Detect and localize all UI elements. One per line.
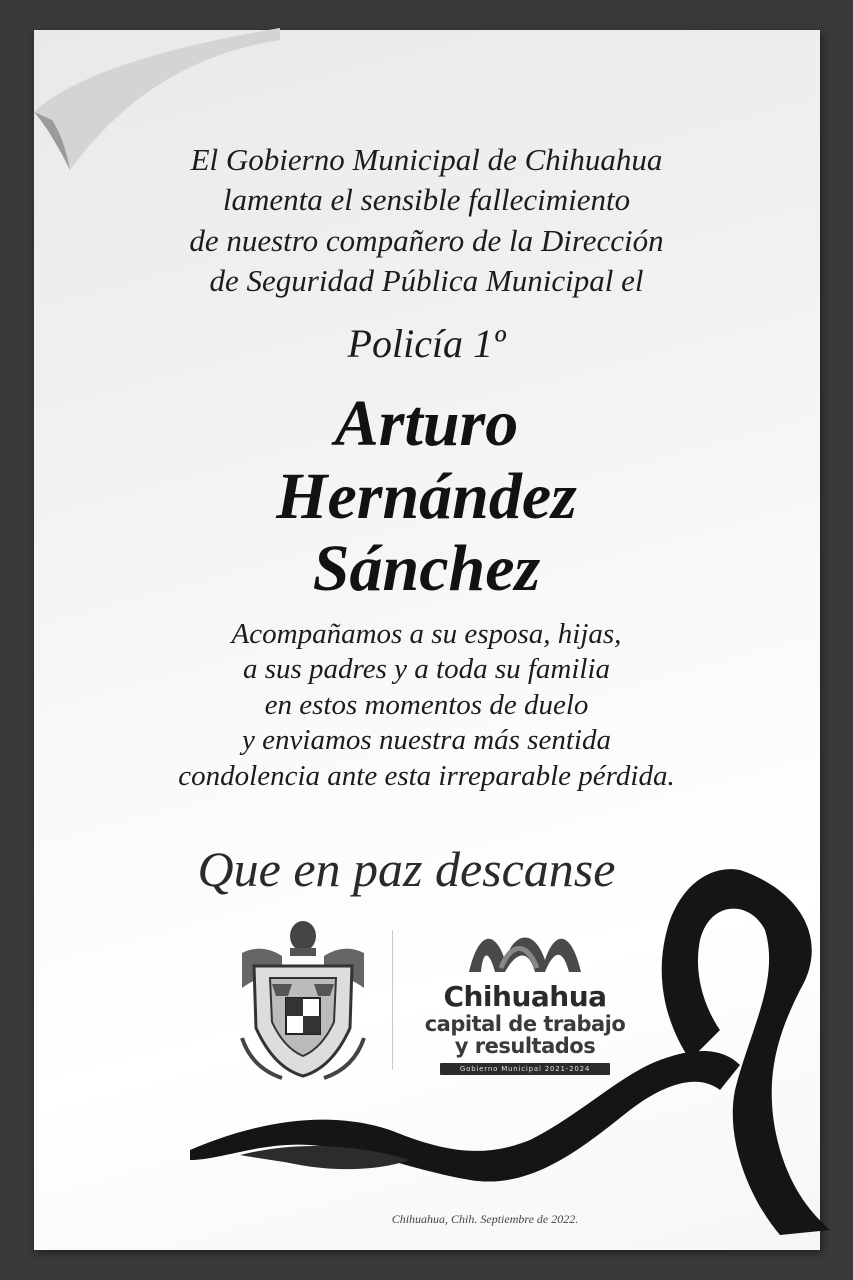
intro-line: El Gobierno Municipal de Chihuahua	[190, 142, 663, 177]
deceased-name	[0, 388, 853, 606]
message-line: a sus padres y a toda su familia	[242, 653, 611, 686]
chihuahua-brand-logo	[410, 920, 640, 1090]
brand-tagline-2: y resultados	[454, 1034, 596, 1059]
brand-tagline-1: capital de trabajo	[424, 1012, 626, 1036]
municipal-coat-of-arms-icon	[232, 918, 374, 1088]
message-line: en estos momentos de duelo	[264, 688, 589, 721]
condolence-message	[0, 617, 853, 794]
intro-text	[0, 140, 853, 301]
rank-title: Policía 1º	[347, 321, 506, 366]
message-line: y enviamos nuestra más sentida	[242, 724, 611, 757]
message-line: Acompañamos a su esposa, hijas,	[231, 618, 622, 650]
message-line: condolencia ante esta irreparable pérdida.	[178, 759, 675, 792]
farewell-text: Que en paz descanse	[197, 841, 616, 897]
intro-line: lamenta el sensible fallecimiento	[222, 182, 631, 218]
footer-date: Chihuahua, Chih. Septiembre de 2022.	[391, 1212, 579, 1226]
mountains-logo-icon	[465, 920, 585, 978]
intro-line: de nuestro compañero de la Dirección	[189, 222, 664, 258]
brand-city-name: Chihuahua	[443, 980, 607, 1013]
name-last2: Sánchez	[312, 532, 541, 606]
name-first: Arturo	[334, 387, 519, 460]
brand-government-bar: Gobierno Municipal 2021-2024	[440, 1063, 610, 1075]
name-last1: Hernández	[276, 459, 577, 533]
logo-divider	[392, 930, 393, 1070]
intro-line: de Seguridad Pública Municipal el	[209, 262, 644, 298]
